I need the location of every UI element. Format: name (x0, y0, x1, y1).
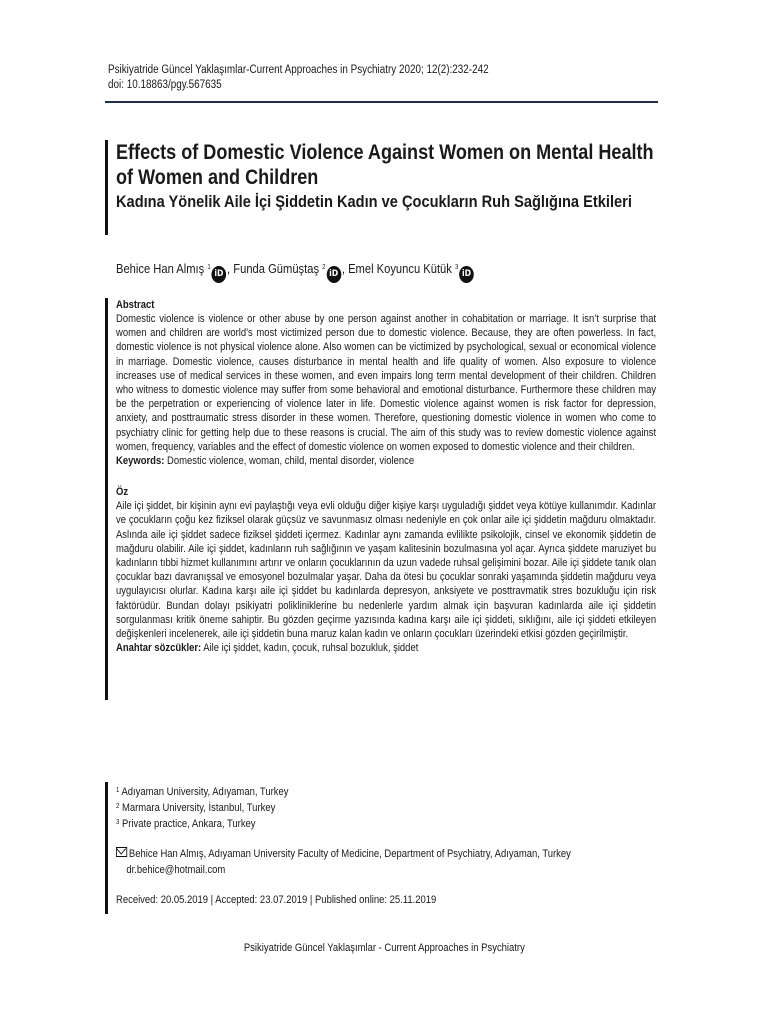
envelope-icon (116, 847, 127, 857)
author-name: Behice Han Almış (116, 261, 205, 276)
affiliation-text: Marmara University, İstanbul, Turkey (119, 802, 276, 814)
oz-text: Aile içi şiddet, bir kişinin aynı evi paylaştığı veya evli olduğu diğer kişiye karşı uyguladığı şiddet veya kötüye kullanımdır. Kadınlar ve çocukların çoğu kez fiziksel olarak güçsüz ve savunmasız olması nedeniyle en çok onlar aile içi şiddetin mağduru olmaktadır. Aslında aile içi şiddet sadece fiziksel şiddeti içermez. Kadınlar aynı zamanda evlilikte psikolojik, cinsel ve ekonomik şiddetin de mağduru olabilir. Aile içi şiddet, kadınların ruh sağlığının ve yaşam kalitesinin bozulmasına yol açar. Ayrıca şiddete maruziyet bu kadınların tıbbi hizmet kullanımını artırır ve onların çocuklarının da uzun vadede ruhsal gelişimini bozar. Aile içi şiddete tanık olan çocuklar bazı davranışsal ve emosyonel bozulmalar yaşar. Daha da ötesi bu çocuklar sonraki yaşamında şiddetin mağduru veya uygulayıcısı olurlar. Kadına karşı aile içi şiddet bu kadınlarda depresyon, anksiyete ve posttravmatik stres bozukluğu için risk faktörüdür. Bundan dolayı psikiyatri polikliniklerine bu nedenlerle yardım almak için başvuran kadınlarda aile içi şiddetin sorgulanması kritik öneme sahiptir. Bu gözden geçirme yazısında kadına karşı aile içi şiddeti, sıklığını, aile içi şiddeti etkileyen değişkenleri incelenerek, aile içi şiddetin buna maruz kalan kadın ve onların çocukları üzerindeki etkisi gözden geçirilmiştir. (116, 500, 657, 641)
footer-journal: Psikiyatride Güncel Yaklaşımlar - Current Approaches in Psychiatry (243, 942, 525, 954)
author-separator: , (227, 261, 234, 276)
author-sup: 2 (322, 264, 326, 271)
title-english: Effects of Domestic Violence Against Women on Mental Health of Women and Children (116, 141, 654, 189)
affiliation-item (116, 784, 288, 800)
authors-line (116, 260, 656, 283)
anahtar-sozcukler (116, 641, 656, 655)
page-footer (0, 942, 768, 954)
correspondence-text: Behice Han Almış, Adıyaman University Faculty of Medicine, Department of Psychiatry, Adıyaman, Turkey (128, 848, 571, 860)
anahtar-value: Aile içi şiddet, kadın, çocuk, ruhsal bozukluk, şiddet (201, 642, 419, 655)
abstract-heading: Abstract (116, 299, 155, 311)
author-name: Funda Gümüştaş (233, 261, 320, 276)
affiliation-text: Adıyaman University, Adıyaman, Turkey (119, 786, 289, 798)
correspondence-email[interactable]: dr.behice@hotmail.com (126, 864, 226, 876)
correspondence-line (116, 846, 571, 862)
orcid-icon[interactable]: iD (326, 266, 341, 283)
orcid-icon[interactable]: iD (212, 266, 227, 283)
author-sup: 1 (207, 264, 211, 271)
orcid-icon[interactable]: iD (459, 266, 474, 283)
affiliation-sup: 3 (116, 819, 120, 826)
title-bar (105, 140, 108, 235)
doi: doi: 10.18863/pgy.567635 (108, 79, 222, 91)
author-separator: , (341, 261, 349, 276)
header-rule (105, 101, 658, 103)
journal-header (108, 63, 489, 93)
affiliation-text: Private practice, Ankara, Turkey (119, 818, 256, 830)
anahtar-label: Anahtar sözcükler: (116, 642, 202, 655)
keywords (116, 454, 656, 468)
correspondence (116, 846, 571, 878)
keywords-label: Keywords: (116, 455, 165, 468)
affiliation-sup: 1 (116, 787, 120, 794)
article-dates: Received: 20.05.2019 | Accepted: 23.07.2019 | Published online: 25.11.2019 (116, 894, 437, 906)
affiliation-sup: 2 (116, 803, 120, 810)
affiliation-item (116, 816, 288, 832)
author-name: Emel Koyuncu Kütük (348, 261, 452, 276)
title-block (116, 140, 656, 213)
oz-heading: Öz (116, 486, 129, 499)
affiliations (116, 784, 288, 832)
footer-bar (105, 782, 108, 914)
author-sup: 3 (454, 264, 459, 271)
abstract-section (116, 298, 656, 655)
affiliation-item (116, 800, 288, 816)
title-turkish: Kadına Yönelik Aile İçi Şiddetin Kadın ve Çocukların Ruh Sağlığına Etkileri (116, 192, 632, 211)
journal-citation: Psikiyatride Güncel Yaklaşımlar-Current Approaches in Psychiatry 2020; 12(2):232-242 (108, 64, 489, 76)
abstract-text: Domestic violence is violence or other abuse by one person against another in cohabitation or marriage. It isn’t surprise that women and children are world’s most victimized person due to domestic violence. Because, they are often powerless. In fact, domestic violence is not physical violence alone. Also women can be victimized by psychological, sexual or economical violence in marriage. Domestic violence, causes disturbance in mental health and life quality of women. Also exposure to violence increases use of medical services in these women, and even impairs long term mental development of their children. Children who witness to domestic violence may suffer from some behavioral and emotional disturbance. Furthermore these children may be the perpetration or experiencing of violence later in life. Domestic violence against women is risk factor for depression, anxiety, and posttraumatic stress disorder in these women. Therefore, questioning domestic violence in women who come to psychiatry clinic for getting help due to these reasons is crucial. The aim of this study was to review domestic violence against women, frequency, variables and the effect of domestic violence on women exposed to domestic violence and their children. (116, 313, 657, 453)
keywords-value: Domestic violence, woman, child, mental disorder, violence (164, 455, 415, 468)
abstract-bar (105, 298, 108, 700)
